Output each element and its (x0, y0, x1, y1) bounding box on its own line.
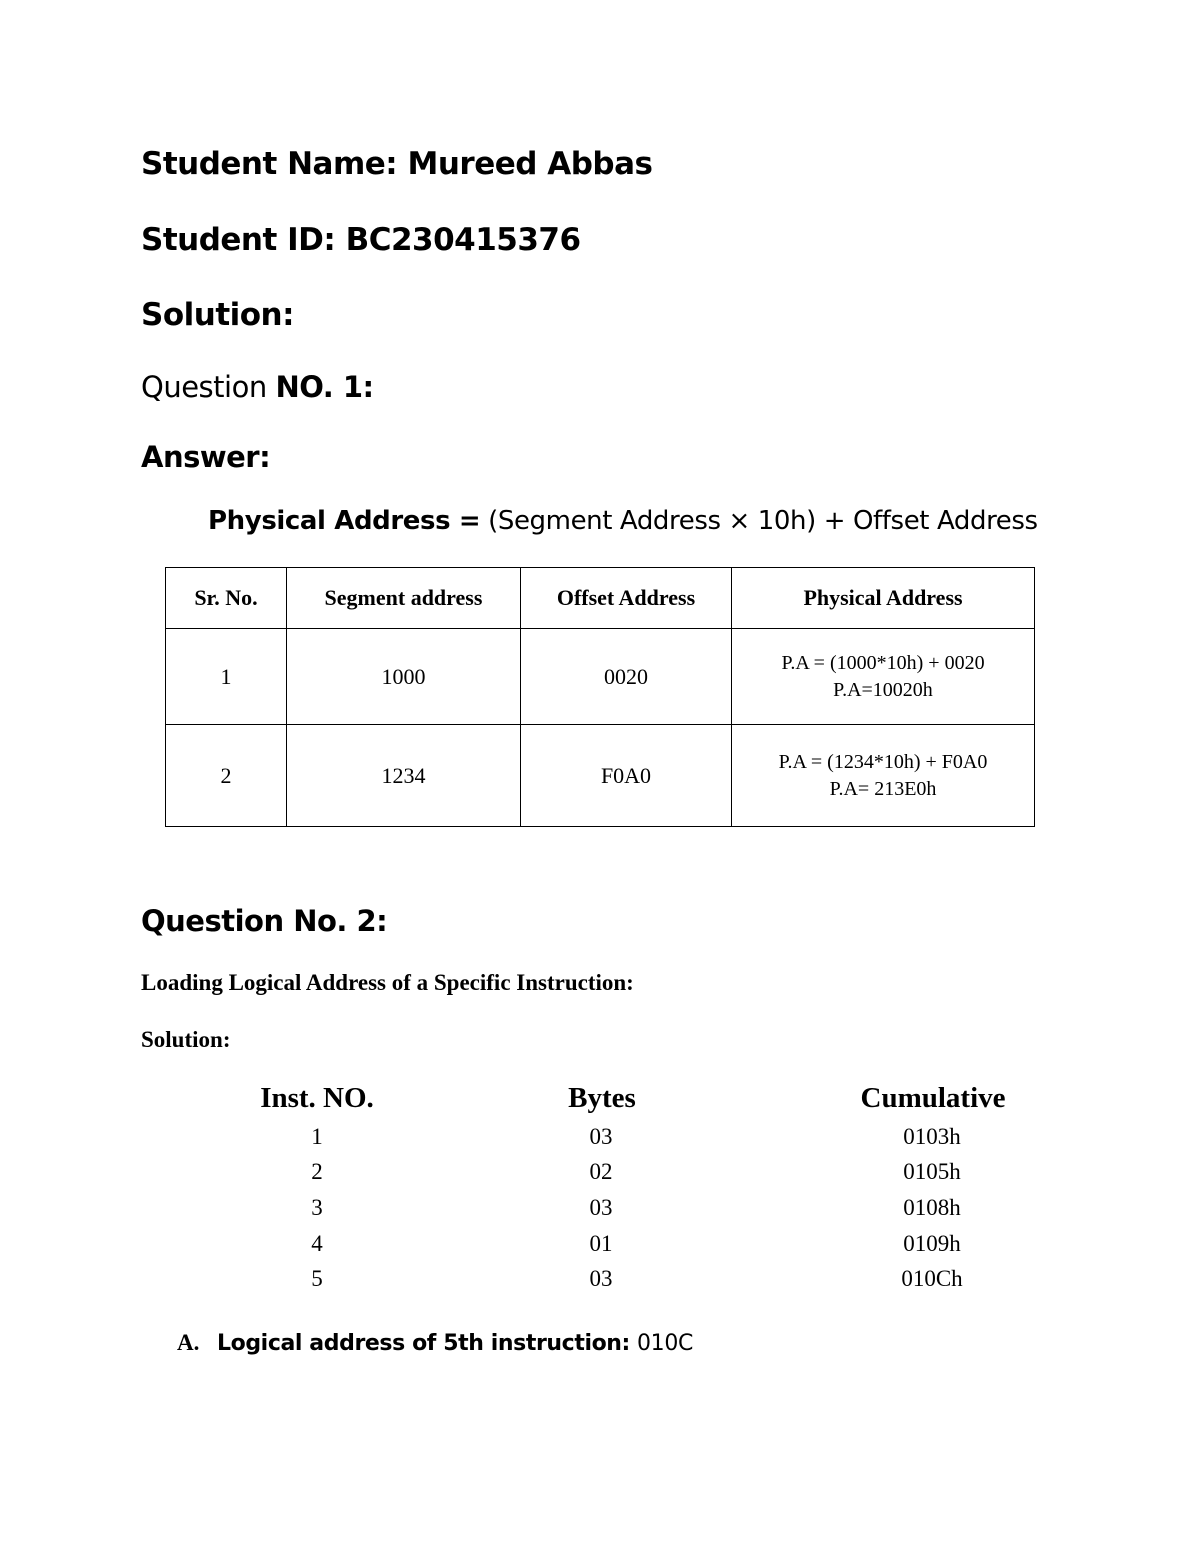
header-segment-address: Segment address (287, 568, 521, 629)
bytes: 03 (589, 1124, 613, 1149)
pa-calculation: P.A = (1234*10h) + F0A0 (778, 750, 988, 773)
answer-a-marker: A. (177, 1330, 200, 1355)
header-sr-no: Sr. No. (166, 568, 287, 629)
list-item (0, 1124, 1200, 1154)
answer-a-value: 010C (636, 1331, 694, 1356)
formula-rhs: (Segment Address × 10h) + Offset Address (488, 506, 1038, 536)
inst-no: 2 (311, 1159, 323, 1184)
cell-segment: 1234 (287, 725, 521, 827)
cell-segment: 1000 (287, 629, 521, 725)
column-header-bytes: Bytes (568, 1082, 636, 1114)
cell-offset: 0020 (521, 629, 732, 725)
pa-result: P.A=10020h (833, 678, 933, 701)
question-1-heading (141, 370, 374, 404)
table-header-row (166, 568, 1035, 629)
cumulative: 010Ch (901, 1266, 963, 1291)
header-physical-address: Physical Address (732, 568, 1035, 629)
formula-lhs: Physical Address = (208, 506, 481, 536)
column-header-cumulative: Cumulative (860, 1082, 1006, 1114)
pa-result: P.A= 213E0h (829, 777, 937, 800)
question-1-number: NO. 1: (275, 370, 374, 404)
header-offset-address: Offset Address (521, 568, 732, 629)
question-2-solution-label: Solution: (141, 1027, 231, 1052)
cumulative: 0109h (903, 1231, 961, 1256)
cell-sr-no: 2 (166, 725, 287, 827)
student-id-line: Student ID: BC230415376 (141, 222, 581, 258)
bytes: 01 (589, 1231, 613, 1256)
question-1-word: Question (141, 370, 267, 404)
cumulative: 0108h (903, 1195, 961, 1220)
student-name-line: Student Name: Mureed Abbas (141, 146, 653, 182)
list-item (0, 1266, 1200, 1296)
pa-calculation: P.A = (1000*10h) + 0020 (781, 651, 985, 674)
column-header-inst-no: Inst. NO. (260, 1082, 374, 1114)
inst-no: 5 (311, 1266, 323, 1291)
cell-physical-address (732, 725, 1035, 827)
solution-heading: Solution: (141, 297, 295, 333)
list-item (0, 1195, 1200, 1225)
inst-no: 3 (311, 1195, 323, 1220)
cell-offset: F0A0 (521, 725, 732, 827)
table-row (166, 629, 1035, 725)
bytes: 03 (589, 1195, 613, 1220)
question-2-heading: Question No. 2: (141, 904, 388, 938)
question-2-subtitle: Loading Logical Address of a Specific Instruction: (141, 970, 634, 995)
answer-heading: Answer: (141, 440, 271, 474)
physical-address-formula (208, 506, 1038, 536)
answer-a-label: Logical address of 5th instruction: (217, 1331, 630, 1356)
list-item (0, 1231, 1200, 1261)
bytes: 03 (589, 1266, 613, 1291)
physical-address-table (165, 567, 1035, 827)
answer-a (177, 1330, 693, 1356)
cumulative: 0105h (903, 1159, 961, 1184)
cumulative: 0103h (903, 1124, 961, 1149)
cell-sr-no: 1 (166, 629, 287, 725)
table-row (166, 725, 1035, 827)
list-item (0, 1159, 1200, 1189)
bytes: 02 (589, 1159, 613, 1184)
cell-physical-address (732, 629, 1035, 725)
inst-no: 1 (311, 1124, 323, 1149)
inst-no: 4 (311, 1231, 323, 1256)
